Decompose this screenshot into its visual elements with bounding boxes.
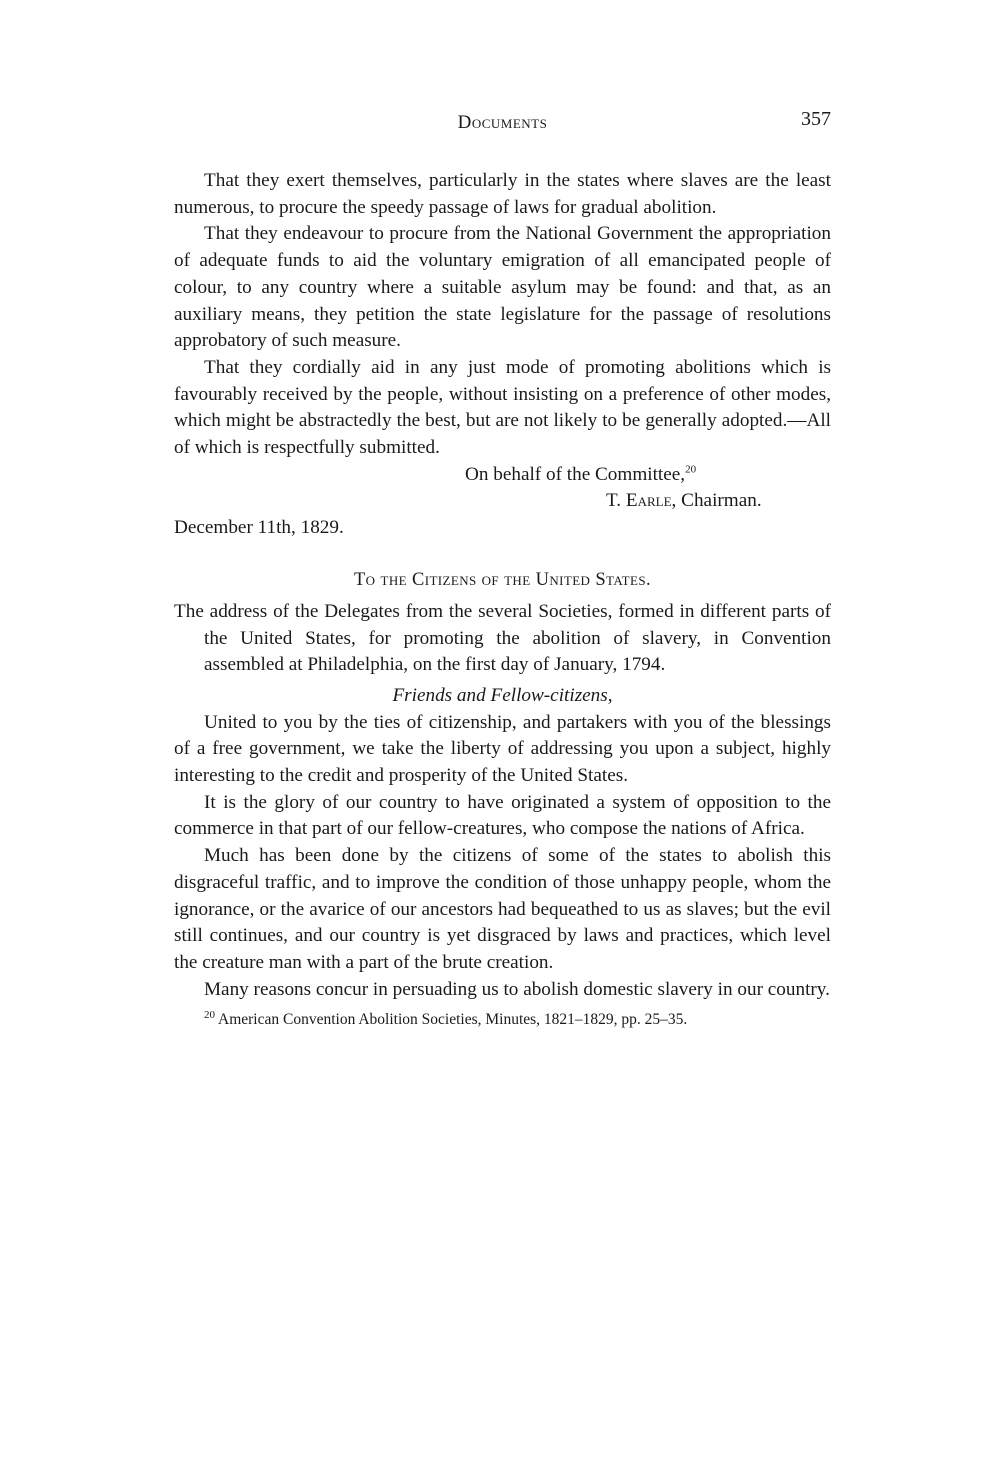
section-heading: To the Citizens of the United States. bbox=[353, 569, 652, 590]
page-number: 357 bbox=[801, 108, 831, 130]
address-paragraph: Much has been done by the citizens of some of the states to abolish this disgraceful traffic, and to improve the condition of those unhappy people, whom the ignorance, or the avarice of our ancestors had bequeathed to us as slaves; but the evil still continues, and our country is yet disgraced by laws and practices, which level the creature man with a part of the brute creation. bbox=[174, 845, 831, 973]
signoff-text: On behalf of the Committee, bbox=[465, 463, 686, 485]
page-header bbox=[174, 108, 831, 140]
report-date: December 11th, 1829. bbox=[174, 517, 344, 539]
footnote bbox=[174, 1009, 831, 1031]
signoff-line bbox=[174, 462, 831, 489]
report-paragraph: That they exert themselves, particularly in the states where slaves are the least numerous, to procure the speedy passage of laws for gradual abolition. bbox=[174, 170, 831, 218]
address-intro: The address of the Delegates from the several Societies, formed in different parts of the United States, for promoting the abolition of slavery, in Convention assembled at Philadelphia, on the first day of January, 1794. bbox=[174, 600, 831, 676]
footnote-text: American Convention Abolition Societies, Minutes, 1821–1829, pp. 25–35. bbox=[215, 1011, 688, 1029]
address-paragraph: United to you by the ties of citizenship, and partakers with you of the blessings of a free government, we take the liberty of addressing you upon a subject, highly interesting to the credit and prosperity of the United States. bbox=[174, 711, 831, 787]
document-page bbox=[174, 108, 831, 1031]
report-paragraph: That they endeavour to procure from the National Government the appropriation of adequate funds to aid the voluntary emigration of all emancipated people of colour, to any country where a suitable asylum may be found: and that, as an auxiliary means, they petition the state legislature for the passage of resolutions approbatory of such measure. bbox=[174, 223, 831, 352]
footnote-number: 20 bbox=[204, 1009, 215, 1022]
signer-name: T. Earle, bbox=[606, 490, 677, 512]
signoff-block bbox=[174, 462, 831, 515]
footnote-reference: 20 bbox=[685, 463, 697, 476]
salutation: Friends and Fellow-citizens, bbox=[392, 684, 613, 706]
report-paragraph: That they cordially aid in any just mode of promoting abolitions which is favourably received by the people, without insisting on a preference of other modes, which might be abstractedly the best, but are not likely to be generally adopted.—All of which is respectfully submitted. bbox=[174, 356, 831, 459]
signer-title: Chairman. bbox=[676, 490, 762, 512]
address-paragraph: Many reasons concur in persuading us to abolish domestic slavery in our country. bbox=[204, 978, 830, 1000]
signer-line bbox=[174, 488, 831, 515]
address-paragraph: It is the glory of our country to have originated a system of opposition to the commerce in that part of our fellow-creatures, who compose the nations of Africa. bbox=[174, 791, 831, 840]
running-head: Documents bbox=[457, 112, 548, 133]
